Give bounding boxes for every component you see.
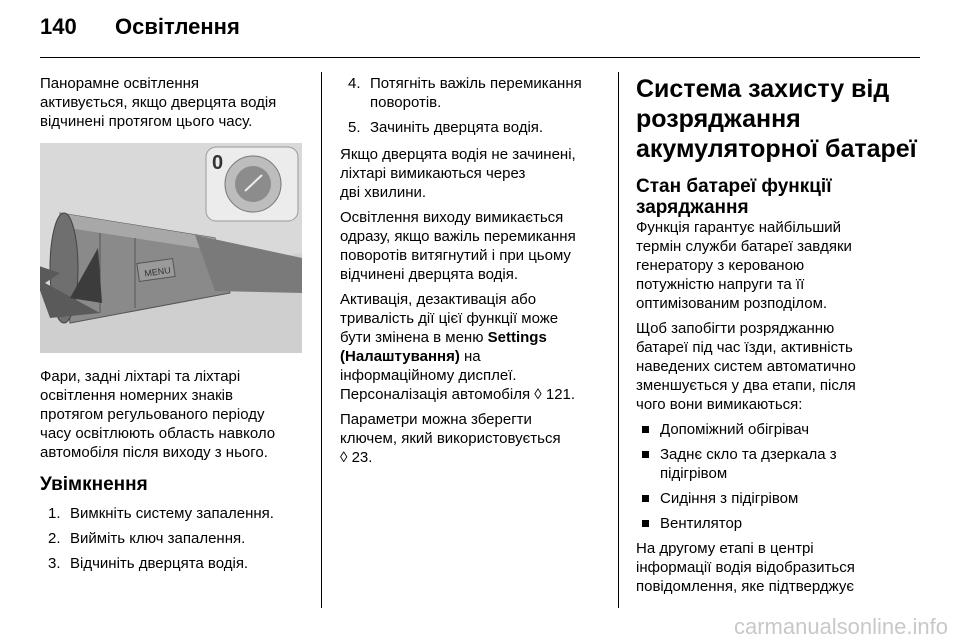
text-line: протягом регульованого періоду xyxy=(40,406,265,423)
bullet-list xyxy=(636,420,926,533)
column-middle xyxy=(340,74,610,473)
step-number: 4. xyxy=(348,75,361,92)
text-line: На другому етапі в центрі xyxy=(636,540,814,557)
bullet-text: Вентилятор xyxy=(660,515,743,532)
column-divider-left xyxy=(321,72,322,608)
section-heading: Увімкнення xyxy=(40,474,148,495)
step-text: Зачиніть дверцята водія. xyxy=(370,119,544,136)
list-item xyxy=(40,504,310,523)
list-item xyxy=(40,554,310,573)
text-line: оптимізованим розподілом. xyxy=(636,295,828,312)
text-line: освітлення номерних знаків xyxy=(40,387,233,404)
title-line: Стан батареї функції xyxy=(636,176,832,197)
step-number: 1. xyxy=(48,505,61,522)
menu-button-label: MENU xyxy=(143,265,172,279)
text-line: батареї під час їзди, активність xyxy=(636,339,853,356)
inline-text: Персоналізація автомобіля xyxy=(340,386,531,403)
text-line: Щоб запобігти розряджанню xyxy=(636,320,835,337)
step-number: 3. xyxy=(48,555,61,572)
bullet-icon xyxy=(642,426,649,433)
page-reference[interactable]: 121. xyxy=(545,386,576,403)
title-line: Система захисту від xyxy=(636,75,890,103)
title-line: розряджання xyxy=(636,105,801,133)
paragraph xyxy=(340,208,610,284)
steps-list xyxy=(40,504,310,573)
bullet-icon xyxy=(642,451,649,458)
text-line: автомобіля після виходу з нього. xyxy=(40,444,268,461)
bullet-icon xyxy=(642,495,649,502)
menu-name-settings: Settings xyxy=(487,329,547,346)
text-line: відчинені дверцята водія. xyxy=(340,266,519,283)
text-line: поворотів витягнутий і при цьому xyxy=(340,247,571,264)
title-line: заряджання xyxy=(636,197,749,218)
section-title xyxy=(636,74,926,164)
intro-paragraph xyxy=(40,74,310,131)
inline-text: на xyxy=(459,348,481,365)
text-line: тривалість дії цієї функції може xyxy=(340,310,559,327)
text-line: Параметри можна зберегти xyxy=(340,411,532,428)
text-line: повідомлення, яке підтверджує xyxy=(636,578,854,595)
text-line: ключем, який використовується xyxy=(340,430,561,447)
subsection-title xyxy=(636,176,926,218)
bullet-text: Сидіння з підігрівом xyxy=(660,490,799,507)
text-line: Освітлення виходу вимикається xyxy=(340,209,564,226)
text-line: інформації водія відобразиться xyxy=(636,559,855,576)
bullet-text: підігрівом xyxy=(660,465,728,482)
text-line: зменшується у два етапи, після xyxy=(636,377,856,394)
figure-caption xyxy=(40,367,310,462)
text-line xyxy=(340,347,610,366)
text-line: одразу, якщо важіль перемикання xyxy=(340,228,576,245)
list-item xyxy=(636,514,926,533)
page-reference-icon: ◊ xyxy=(340,449,348,466)
step-text: Потягніть важіль перемикання xyxy=(370,75,582,92)
column-left xyxy=(40,74,310,581)
paragraph xyxy=(636,539,926,596)
text-line: наведених систем автоматично xyxy=(636,358,856,375)
paragraph xyxy=(340,410,610,467)
bullet-text: Допоміжний обігрівач xyxy=(660,421,810,438)
text-line: Активація, дезактивація або xyxy=(340,291,537,308)
list-item xyxy=(340,74,610,112)
text-line: термін служби батареї завдяки xyxy=(636,238,852,255)
text-line: Фари, задні ліхтарі та ліхтарі xyxy=(40,368,241,385)
list-item xyxy=(340,118,610,137)
text-line xyxy=(340,328,610,347)
light-switch-figure xyxy=(40,143,302,353)
text-line: Функція гарантує найбільший xyxy=(636,219,842,236)
menu-name-translation: (Налаштування) xyxy=(340,348,460,365)
step-number: 2. xyxy=(48,530,61,547)
watermark: carmanualsonline.info xyxy=(733,614,948,639)
text-line: відчинені протягом цього часу. xyxy=(40,113,253,130)
text-line: генератору з керованою xyxy=(636,257,805,274)
column-divider-right xyxy=(618,72,619,608)
step-number: 5. xyxy=(348,119,361,136)
text-line: Якщо дверцята водія не зачинені, xyxy=(340,146,576,163)
step-text: Відчиніть дверцята водія. xyxy=(70,555,249,572)
bullet-text: Заднє скло та дзеркала з xyxy=(660,446,837,463)
text-line: потужністю напруги та її xyxy=(636,276,805,293)
bullet-icon xyxy=(642,520,649,527)
paragraph xyxy=(636,218,926,313)
text-line: інформаційному дисплеї. xyxy=(340,367,517,384)
paragraph xyxy=(636,319,926,414)
header-rule xyxy=(40,57,920,58)
list-item xyxy=(40,529,310,548)
list-item xyxy=(636,489,926,508)
steps-list-continued xyxy=(340,74,610,137)
inline-text: бути змінена в меню xyxy=(340,329,488,346)
text-line: часу освітлюють область навколо xyxy=(40,425,276,442)
page-reference[interactable]: 23. xyxy=(351,449,373,466)
figure-badge: 0 xyxy=(212,152,224,174)
paragraph xyxy=(340,290,610,404)
turn-signal-lever-illustration xyxy=(40,143,302,353)
text-line: Панорамне освітлення xyxy=(40,75,200,92)
text-line: дві хвилини. xyxy=(340,184,427,201)
column-right xyxy=(636,74,926,602)
page-number: 140 xyxy=(40,14,77,39)
page-title: Освітлення xyxy=(115,14,240,39)
text-line xyxy=(340,448,610,467)
page-reference-icon: ◊ xyxy=(534,386,542,403)
step-text: Вимкніть систему запалення. xyxy=(70,505,274,522)
step-text: поворотів. xyxy=(370,94,442,111)
paragraph xyxy=(340,145,610,202)
text-line xyxy=(340,385,610,404)
text-line: активується, якщо дверцята водія xyxy=(40,94,277,111)
title-line: акумуляторної батареї xyxy=(636,135,917,163)
list-item xyxy=(636,445,926,483)
step-text: Вийміть ключ запалення. xyxy=(70,530,246,547)
text-line: чого вони вимикаються: xyxy=(636,396,803,413)
list-item xyxy=(636,420,926,439)
text-line: ліхтарі вимикаються через xyxy=(340,165,526,182)
